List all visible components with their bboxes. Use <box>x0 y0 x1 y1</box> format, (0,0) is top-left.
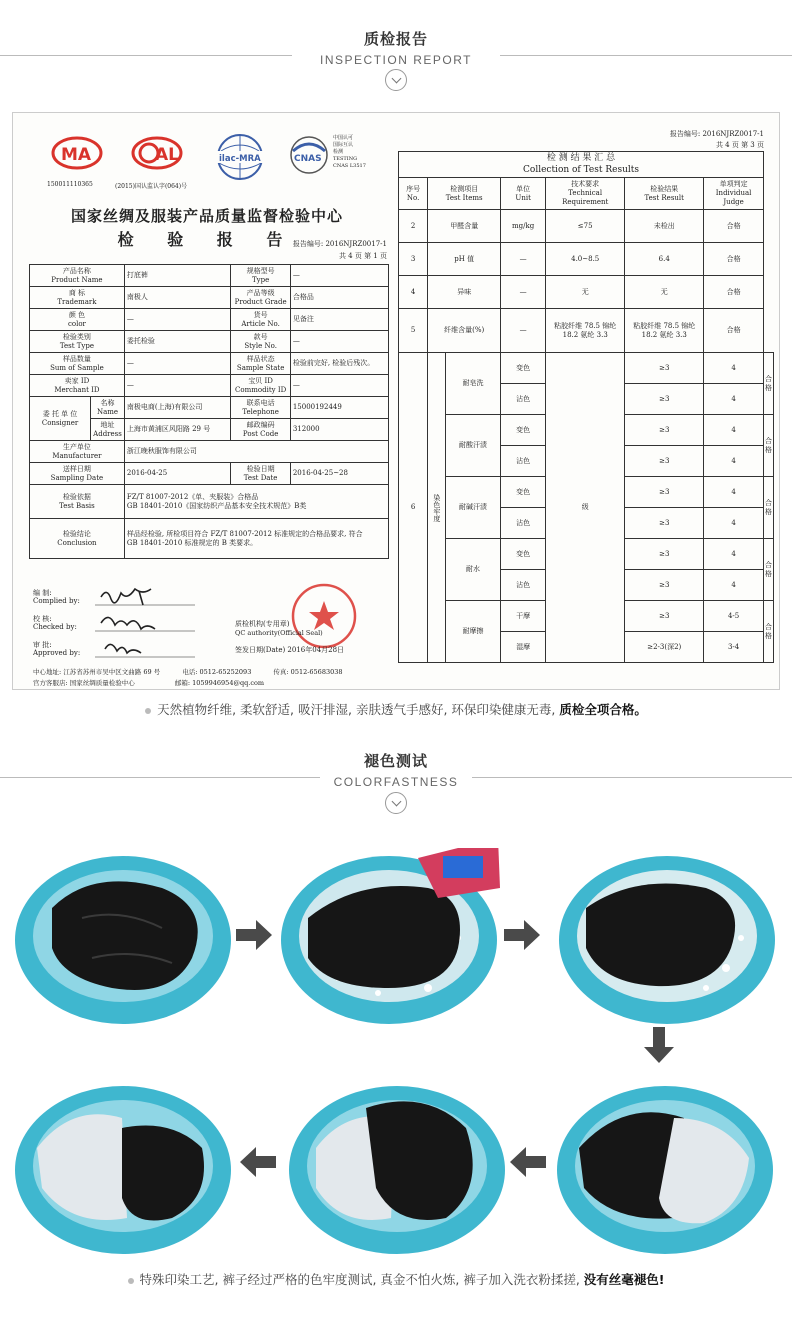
results-row: 3 pH 值 — 4.0~8.5 6.4 合格 <box>399 243 774 276</box>
results-row: 2 甲醛含量 mg/kg ≤75 未检出 合格 <box>399 210 774 243</box>
arrow-right-icon <box>236 920 274 950</box>
cal-number: (2015)国认监认字(064)号 <box>115 183 188 190</box>
signature-block: 编 制: Complied by: 校 核: Checked by: 审 批: Approved by: <box>33 589 81 658</box>
divider-left <box>0 777 320 778</box>
fastness-row: 6 染色牢度 耐皂洗 变色 级 ≥3 4 合格 <box>399 353 774 384</box>
section-subtitle: INSPECTION REPORT <box>320 53 472 67</box>
fastness-row: 耐水 变色 ≥3 4 合格 <box>399 539 774 570</box>
official-seal-icon <box>289 581 359 651</box>
report-number: 报告编号: 2016NJRZ0017-1 <box>292 240 387 248</box>
svg-text:MA: MA <box>61 145 92 165</box>
fastness-row: 耐酸汗渍 变色 ≥3 4 合格 <box>399 415 774 446</box>
cert-row: 检验结论 Conclusion 样品经检验, 所检项目符合 FZ/T 81007-2012 标准规定的合格品要求, 符合 GB 18401-2010 标准规定的 B 类要求。 <box>30 519 389 559</box>
report-title: 检 验 报 告 <box>117 230 297 249</box>
basin-step-1 <box>12 848 234 1026</box>
cert-row: 生产单位 Manufacturer 浙江晚秋服饰有限公司 <box>30 441 389 463</box>
cert-row: 样品数量 Sum of Sample — 样品状态 Sample State 检验前完好, 检验后残次。 <box>30 353 389 375</box>
handwritten-signatures <box>91 583 201 669</box>
caption-text: 特殊印染工艺, 裤子经过严格的色牢度测试, 真金不怕火炼, 裤子加入洗衣粉揉搓, <box>139 1272 584 1287</box>
basin-step-4 <box>554 1078 776 1256</box>
svg-text:AL: AL <box>155 145 179 165</box>
cert-row: 商 标 Trademark 南极人 产品等级 Product Grade 合格品 <box>30 287 389 309</box>
seal-label: 质检机构(专用章) <box>235 620 290 628</box>
seal-label-en: QC authority(Official Seal) <box>235 629 323 637</box>
cert-row: 地址 Address 上海市黄浦区风阳路 29 号 邮政编码 Post Code 312000 <box>30 419 389 441</box>
arrow-left-icon <box>510 1147 548 1177</box>
colorfastness-section-header <box>0 750 792 789</box>
fastness-row: 湿摩 ≥2-3(深2) 3-4 <box>399 632 774 663</box>
caption-bold: 没有丝毫褪色! <box>583 1272 665 1287</box>
fastness-row: 沾色 ≥3 4 <box>399 446 774 477</box>
results-table <box>398 151 774 663</box>
results-row: 5 纤维含量(%) — 粘胶纤维 78.5 锦纶 18.2 氨纶 3.3 粘胶纤维 78.5 锦纶 18.2 氨纶 3.3 合格 <box>399 309 774 353</box>
section-subtitle: COLORFASTNESS <box>333 775 459 789</box>
basin-step-3 <box>556 848 778 1026</box>
cma-number: 150011110365 <box>47 181 93 188</box>
footer-line-1: 中心地址: 江苏省苏州市吴中区文曲路 69 号 电话: 0512-65252093 传真: 0512-65683038 <box>33 668 343 676</box>
fastness-row: 耐碱汗渍 变色 ≥3 4 合格 <box>399 477 774 508</box>
cert-row: 检验类别 Test Type 委托检验 款号 Style No. — <box>30 331 389 353</box>
svg-text:ilac-MRA: ilac-MRA <box>219 154 261 164</box>
cnas-note: 中国认可 国际互认 检测 TESTING CNAS L3517 <box>333 135 366 169</box>
cert-row: 产品名称 Product Name 打底裤 规格型号 Type — <box>30 265 389 287</box>
colorfastness-caption <box>0 1270 792 1288</box>
results-title-row: 检 测 结 果 汇 总 Collection of Test Results <box>399 152 774 178</box>
fastness-row: 耐摩擦 干摩 ≥3 4-5 合格 <box>399 601 774 632</box>
arrow-right-icon <box>504 920 542 950</box>
inspection-report <box>12 112 780 690</box>
bullet-dot-icon <box>145 708 151 714</box>
results-page-number: 共 4 页 第 3 页 <box>715 141 764 149</box>
org-name: 国家丝绸及服装产品质量监督检验中心 <box>70 207 343 225</box>
cert-row: 委 托 单 位 Consigner 名称 Name 南极电商(上海)有限公司 联系电话 Telephone 15000192449 <box>30 397 389 419</box>
ilac-mra-logo-icon <box>213 133 267 183</box>
cert-row: 卖家 ID Merchant ID — 宝贝 ID Commodity ID — <box>30 375 389 397</box>
fastness-row: 沾色 ≥3 4 <box>399 384 774 415</box>
certificate-page <box>21 121 393 687</box>
section-title: 质检报告 <box>363 30 428 48</box>
footer-line-2: 官方客服店: 国家丝绸质量检验中心 邮箱: 1059946954@qq.com <box>33 679 265 687</box>
bullet-dot-icon <box>128 1278 134 1284</box>
page-number: 共 4 页 第 1 页 <box>338 252 387 260</box>
section-title: 褪色测试 <box>363 752 428 770</box>
inspection-section-header <box>0 28 792 67</box>
cma-logo-icon <box>47 133 107 177</box>
quality-caption <box>0 700 792 718</box>
certificate-table <box>29 264 389 559</box>
cert-row: 颜 色 color — 货号 Article No. 见备注 <box>30 309 389 331</box>
chevron-down-icon <box>385 69 407 91</box>
fastness-row: 沾色 ≥3 4 <box>399 570 774 601</box>
results-report-number: 报告编号: 2016NJRZ0017-1 <box>669 130 764 138</box>
cal-logo-icon <box>127 133 187 177</box>
chevron-down-icon <box>385 792 407 814</box>
arrow-left-icon <box>240 1147 278 1177</box>
caption-bold: 质检全项合格。 <box>559 702 647 717</box>
cert-row: 送样日期 Sampling Date 2016-04-25 检验日期 Test Date 2016-04-25~28 <box>30 463 389 485</box>
cnas-logo-icon <box>289 133 329 179</box>
accreditation-logos <box>41 133 381 193</box>
results-page <box>398 121 774 681</box>
issue-date: 签发日期(Date) 2016年04月28日 <box>235 646 345 654</box>
fastness-row: 沾色 ≥3 4 <box>399 508 774 539</box>
caption-text: 天然植物纤维, 柔软舒适, 吸汗排湿, 亲肤透气手感好, 环保印染健康无毒, <box>157 702 560 717</box>
svg-text:CNAS: CNAS <box>294 154 322 164</box>
basin-step-5 <box>286 1078 508 1256</box>
divider-right <box>500 55 792 56</box>
cert-row: 检验依据 Test Basis FZ/T 81007-2012《单、夹服装》合格品 GB 18401-2010《国家纺织产品基本安全技术规范》B类 <box>30 485 389 519</box>
results-row: 4 异味 — 无 无 合格 <box>399 276 774 309</box>
arrow-down-icon <box>644 1027 674 1065</box>
basin-step-6 <box>12 1078 234 1256</box>
results-header-row: 序号 No. 检测项目 Test Items 单位 Unit 技术要求 Technical Requirement 检验结果 Test Result 单项判定 Individual Judge <box>399 178 774 210</box>
divider-left <box>0 55 292 56</box>
divider-right <box>472 777 792 778</box>
basin-step-2 <box>278 848 500 1026</box>
